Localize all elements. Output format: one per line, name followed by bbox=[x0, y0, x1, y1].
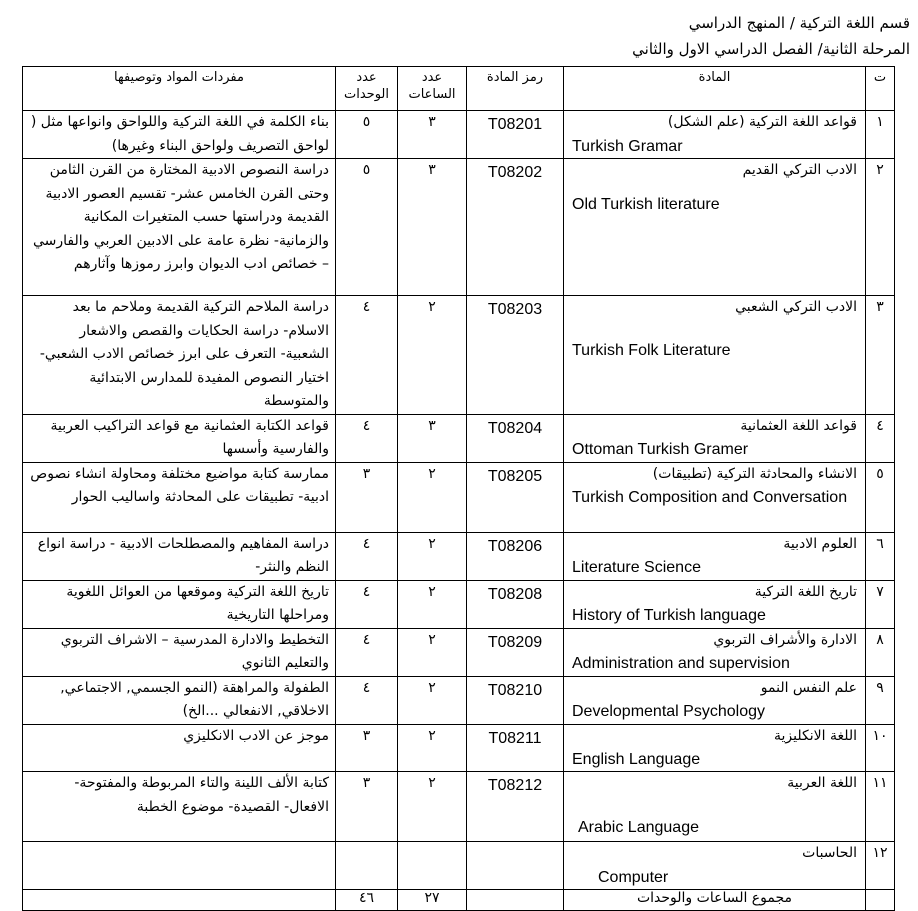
row-index: ١ bbox=[866, 111, 895, 159]
course-name-ar: قواعد اللغة التركية (علم الشكل) bbox=[667, 114, 857, 130]
table-row bbox=[23, 159, 895, 296]
course-description: موجز عن الادب الانكليزي bbox=[23, 724, 336, 772]
course-code: T08210 bbox=[467, 676, 564, 724]
units-value bbox=[336, 842, 398, 890]
totals-index-cell bbox=[866, 890, 895, 911]
table-row bbox=[23, 842, 895, 890]
course-cell bbox=[564, 414, 866, 462]
hours-value bbox=[398, 842, 467, 890]
row-index: ٦ bbox=[866, 532, 895, 580]
course-description: كتابة الألف اللينة والتاء المربوطة والمفتوحة- الافعال- القصيدة- موضوع الخطبة bbox=[23, 772, 336, 842]
course-code: T08211 bbox=[467, 724, 564, 772]
hours-value: ٢ bbox=[398, 532, 467, 580]
table-row bbox=[23, 628, 895, 676]
course-description: تاريخ اللغة التركية وموقعها من العوائل اللغوية ومراحلها التاريخية bbox=[23, 580, 336, 628]
course-cell bbox=[564, 772, 866, 842]
course-description: قواعد الكتابة العثمانية مع قواعد التراكيب العربية والفارسية وأسسها bbox=[23, 414, 336, 462]
course-name-ar: اللغة الانكليزية bbox=[774, 727, 857, 744]
table-row bbox=[23, 462, 895, 532]
course-code: T08209 bbox=[467, 628, 564, 676]
col-index-header: ت bbox=[866, 67, 895, 111]
course-code: T08203 bbox=[467, 296, 564, 415]
course-description: ممارسة كتابة مواضيع مختلفة ومحاولة انشاء نصوص ادبية- تطبيقات على المحادثة واساليب الحوار bbox=[23, 462, 336, 532]
row-index: ٨ bbox=[866, 628, 895, 676]
hours-value: ٣ bbox=[398, 159, 467, 296]
course-name-en: Turkish Gramar bbox=[572, 137, 683, 155]
totals-description-cell bbox=[23, 890, 336, 911]
course-code: T08206 bbox=[467, 532, 564, 580]
course-name-en: Developmental Psychology bbox=[572, 703, 765, 720]
table-row bbox=[23, 580, 895, 628]
col-code-header: رمز المادة bbox=[467, 67, 564, 111]
course-name-ar: الانشاء والمحادثة التركية (تطبيقات) bbox=[652, 465, 857, 482]
row-index: ١٠ bbox=[866, 724, 895, 772]
units-value: ٤ bbox=[336, 580, 398, 628]
course-name-ar: تاريخ اللغة التركية bbox=[754, 583, 857, 600]
course-name-ar: العلوم الادبية bbox=[783, 535, 857, 552]
hours-value: ٢ bbox=[398, 296, 467, 415]
course-cell bbox=[564, 628, 866, 676]
course-name-ar: قواعد اللغة العثمانية bbox=[740, 417, 857, 434]
units-value: ٥ bbox=[336, 111, 398, 159]
total-hours: ٢٧ bbox=[398, 890, 467, 911]
course-name-ar: الادب التركي القديم bbox=[742, 162, 857, 178]
hours-value: ٢ bbox=[398, 724, 467, 772]
department-title: قسم اللغة التركية / المنهج الدراسي bbox=[688, 14, 910, 32]
row-index: ٣ bbox=[866, 296, 895, 415]
course-code: T08212 bbox=[467, 772, 564, 842]
units-value: ٥ bbox=[336, 159, 398, 296]
col-course-header: المادة bbox=[564, 67, 866, 111]
row-index: ٢ bbox=[866, 159, 895, 296]
course-code: T08205 bbox=[467, 462, 564, 532]
course-description: التخطيط والادارة المدرسية – الاشراف التربوي والتعليم الثانوي bbox=[23, 628, 336, 676]
totals-code-cell bbox=[467, 890, 564, 911]
stage-subtitle: المرحلة الثانية/ الفصل الدراسي الاول والثاني bbox=[632, 40, 910, 58]
hours-value: ٢ bbox=[398, 772, 467, 842]
col-description-header: مفردات المواد وتوصيفها bbox=[23, 67, 336, 111]
course-description: بناء الكلمة في اللغة التركية واللواحق وانواعها مثل ( لواحق التصريف ولواحق البناء وغيرها) bbox=[23, 111, 336, 159]
course-name-ar: الادارة والأشراف التربوي bbox=[713, 631, 857, 648]
units-value: ٤ bbox=[336, 414, 398, 462]
course-cell bbox=[564, 842, 866, 890]
units-value: ٣ bbox=[336, 772, 398, 842]
hours-value: ٣ bbox=[398, 111, 467, 159]
hours-value: ٣ bbox=[398, 414, 467, 462]
row-index: ٤ bbox=[866, 414, 895, 462]
course-code: T08204 bbox=[467, 414, 564, 462]
course-cell bbox=[564, 159, 866, 296]
row-index: ١٢ bbox=[866, 842, 895, 890]
course-name-en: Old Turkish literature bbox=[572, 195, 720, 213]
table-row bbox=[23, 724, 895, 772]
course-description: دراسة الملاحم التركية القديمة وملاحم ما بعد الاسلام- دراسة الحكايات والقصص والاشعار الشعبية- التعرف على ابرز خصائص الادب الشعبي- اختيار النصوص المفيدة للمدارس الابتدائية والمتوسطة bbox=[23, 296, 336, 415]
table-row bbox=[23, 414, 895, 462]
course-description: دراسة المفاهيم والمصطلحات الادبية - دراسة انواع النظم والنثر- bbox=[23, 532, 336, 580]
col-units-header: عدد الوحدات bbox=[336, 67, 398, 111]
row-index: ٧ bbox=[866, 580, 895, 628]
row-index: ٩ bbox=[866, 676, 895, 724]
course-code: T08202 bbox=[467, 159, 564, 296]
course-cell bbox=[564, 724, 866, 772]
course-code bbox=[467, 842, 564, 890]
units-value: ٣ bbox=[336, 724, 398, 772]
course-cell bbox=[564, 580, 866, 628]
course-cell bbox=[564, 111, 866, 159]
col-hours-header: عدد الساعات bbox=[398, 67, 467, 111]
table-row bbox=[23, 296, 895, 415]
course-cell bbox=[564, 676, 866, 724]
totals-row bbox=[23, 890, 895, 911]
curriculum-table bbox=[22, 66, 895, 911]
course-description: دراسة النصوص الادبية المختارة من القرن الثامن وحتى القرن الخامس عشر- تقسيم العصور الادبية القديمة ودراستها حسب المتغيرات المكانية والزمانية- نظرة عامة على الادبين العربي والفارسي – خصائص ادب الديوان وابرز رموزها وآثارهم bbox=[23, 159, 336, 296]
table-row bbox=[23, 111, 895, 159]
table-row bbox=[23, 532, 895, 580]
units-value: ٤ bbox=[336, 532, 398, 580]
row-index: ١١ bbox=[866, 772, 895, 842]
course-name-en: English Language bbox=[572, 751, 701, 768]
units-value: ٣ bbox=[336, 462, 398, 532]
total-units: ٤٦ bbox=[336, 890, 398, 911]
table-row bbox=[23, 772, 895, 842]
units-value: ٤ bbox=[336, 296, 398, 415]
course-name-en: Administration and supervision bbox=[572, 655, 790, 672]
course-name-ar: الادب التركي الشعبي bbox=[735, 299, 857, 315]
course-cell bbox=[564, 532, 866, 580]
table-header-row bbox=[23, 67, 895, 111]
units-value: ٤ bbox=[336, 676, 398, 724]
course-name-en: Computer bbox=[598, 868, 669, 886]
course-name-en: Turkish Folk Literature bbox=[572, 341, 731, 359]
hours-value: ٢ bbox=[398, 580, 467, 628]
course-description bbox=[23, 842, 336, 890]
course-code: T08208 bbox=[467, 580, 564, 628]
row-index: ٥ bbox=[866, 462, 895, 532]
table-row bbox=[23, 676, 895, 724]
hours-value: ٢ bbox=[398, 676, 467, 724]
course-cell bbox=[564, 462, 866, 532]
hours-value: ٢ bbox=[398, 628, 467, 676]
course-name-en: Arabic Language bbox=[578, 818, 699, 836]
course-name-ar: اللغة العربية bbox=[787, 775, 857, 791]
course-name-en: History of Turkish language bbox=[572, 607, 766, 624]
course-description: الطفولة والمراهقة (النمو الجسمي, الاجتماعي, الاخلاقي, الانفعالي ...الخ) bbox=[23, 676, 336, 724]
course-cell bbox=[564, 296, 866, 415]
course-name-ar: علم النفس النمو bbox=[760, 679, 857, 696]
hours-value: ٢ bbox=[398, 462, 467, 532]
totals-label: مجموع الساعات والوحدات bbox=[564, 890, 866, 911]
course-code: T08201 bbox=[467, 111, 564, 159]
course-name-en: Literature Science bbox=[572, 559, 701, 576]
course-name-en: Ottoman Turkish Gramer bbox=[572, 441, 749, 458]
units-value: ٤ bbox=[336, 628, 398, 676]
course-name-en: Turkish Composition and Conversation bbox=[572, 489, 848, 506]
course-name-ar: الحاسبات bbox=[802, 845, 857, 861]
